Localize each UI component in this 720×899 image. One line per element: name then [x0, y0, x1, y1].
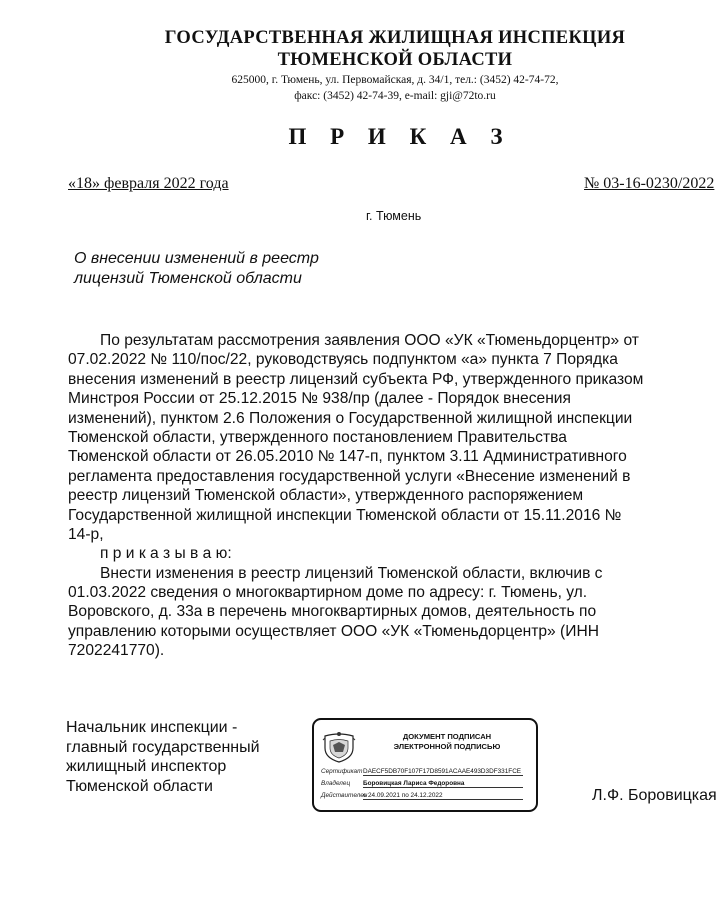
subject-line: О внесении изменений в реестр	[74, 250, 319, 267]
body-line: По результатам рассмотрения заявления ООО «УК «Тюменьдорцентр» от	[100, 332, 639, 349]
org-name-line2: ТЮМЕНСКОЙ ОБЛАСТИ	[277, 50, 513, 70]
document-body	[68, 331, 720, 661]
body-line: Минстроя России от 25.12.2015 № 938/пр (далее - Порядок внесения	[68, 390, 571, 408]
stamp-title-line: ДОКУМЕНТ ПОДПИСАН	[402, 732, 492, 741]
stamp-label: Сертификат	[321, 768, 363, 775]
subject-line: лицензий Тюменской области	[74, 270, 302, 287]
electronic-signature-stamp	[312, 718, 538, 812]
document-date: «18» февраля 2022 года	[68, 175, 229, 192]
body-line: Государственной жилищной инспекции Тюменской области от 15.11.2016 №	[68, 506, 622, 524]
body-line: изменений), пунктом 2.6 Положения о Государственной жилищной инспекции	[68, 409, 633, 427]
order-line: 01.03.2022 сведения о многоквартирном доме по адресу: г. Тюмень, ул.	[68, 584, 588, 602]
stamp-value: Боровицкая Лариса Федоровна	[363, 780, 523, 788]
order-line: 7202241770).	[68, 642, 165, 660]
stamp-value: DAECF5DB70F107F17D8591ACAAE493D3DF331FCE	[363, 768, 522, 775]
stamp-title	[362, 732, 532, 752]
position-line: Начальник инспекции -	[66, 719, 238, 736]
document-number: № 03-16-0230/2022	[584, 175, 715, 192]
org-name-line1: ГОСУДАРСТВЕННАЯ ЖИЛИЩНАЯ ИНСПЕКЦИЯ	[164, 28, 626, 48]
body-line: регламента предоставления государственной услуги «Внесение изменений в	[68, 467, 631, 485]
stamp-title-line: ЭЛЕКТРОННОЙ ПОДПИСЬЮ	[393, 742, 501, 751]
body-line: внесения изменений в реестр лицензий субъекта РФ, утвержденного приказом	[68, 370, 644, 388]
document-title: П Р И К А З	[288, 124, 512, 149]
body-line: Тюменской области, утвержденного постановлением Правительства	[68, 428, 567, 446]
stamp-label: Действителен	[321, 792, 368, 799]
position-line: Тюменской области	[66, 777, 213, 795]
body-line: 14-р,	[68, 525, 104, 543]
stamp-label: Владелец	[321, 780, 351, 787]
order-line: Воровского, д. 33а в перечень многоквартирных домов, деятельность по	[68, 603, 597, 621]
body-line: реестр лицензий Тюменской области», утвержденного распоряжением	[68, 487, 584, 505]
position-line: жилищный инспектор	[66, 758, 227, 775]
document-city: г. Тюмень	[366, 209, 422, 223]
coat-of-arms-icon	[321, 730, 357, 764]
body-line: 07.02.2022 № 110/пос/22, руководствуясь подпунктом «а» пункта 7 Порядка	[68, 351, 618, 369]
body-line: Тюменской области от 26.05.2010 № 147-п, пунктом 3.11 Административного	[68, 448, 627, 466]
address-line2: факс: (3452) 42-74-39, e-mail: gji@72to.ru	[294, 90, 496, 102]
document-subject	[74, 249, 319, 289]
stamp-owner-row	[321, 780, 523, 788]
stamp-value: с 24.09.2021 по 24.12.2022	[363, 792, 523, 800]
stamp-certificate-row	[321, 768, 523, 776]
order-line: управлению которыми осуществляет ООО «УК «Тюменьдорцентр» (ИНН	[68, 622, 599, 640]
signatory-position	[66, 718, 260, 796]
order-word: п р и к а з ы в а ю:	[100, 545, 232, 563]
position-line: главный государственный	[66, 738, 260, 756]
stamp-validity-row	[321, 792, 523, 800]
signatory-name: Л.Ф. Боровицкая	[592, 787, 717, 804]
order-line: Внести изменения в реестр лицензий Тюменской области, включив с	[100, 564, 603, 582]
address-line1: 625000, г. Тюмень, ул. Первомайская, д. 34/1, тел.: (3452) 42-74-72,	[231, 74, 559, 86]
